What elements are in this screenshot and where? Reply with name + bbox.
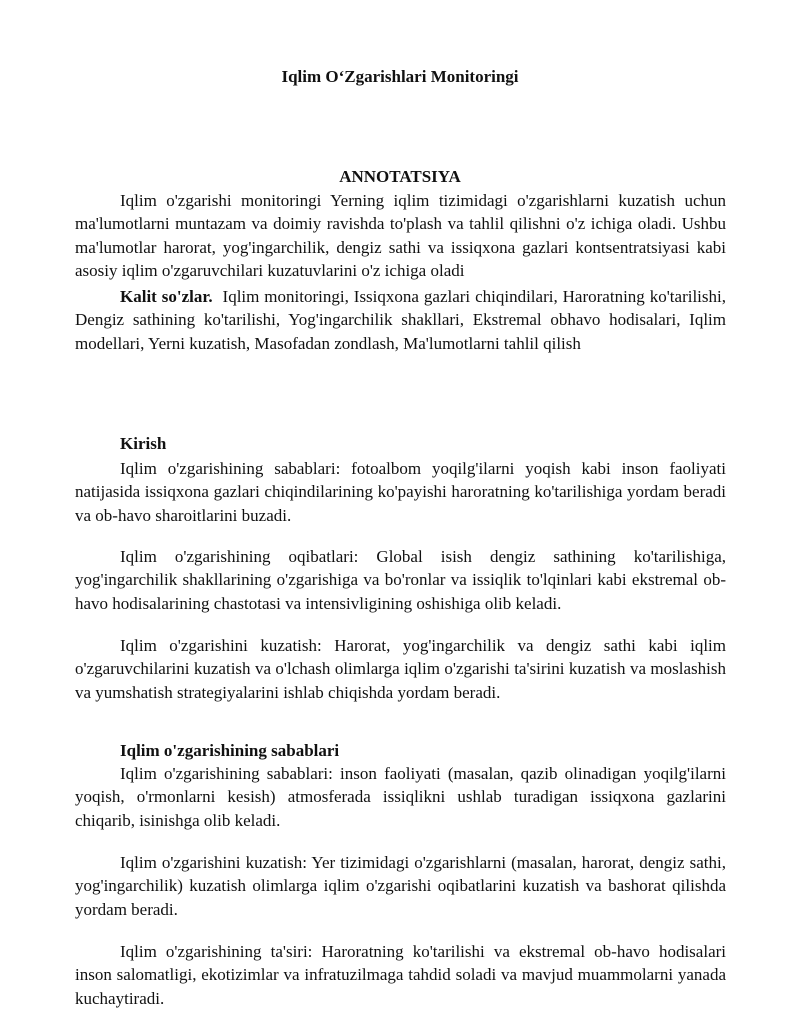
document-title: Iqlim O‘Zgarishlari Monitoringi [281, 67, 519, 86]
introduction-paragraph: Iqlim o'zgarishining oqibatlari: Global isish dengiz sathining ko'tarilishiga, yog'ingarchilik shakllarining o'zgarishiga va bo'ronlar va issiqlik to'lqinlari kabi ekstremal ob-havo hodisalarining chastotasi va intensivligining oshishiga olib keladi. [75, 547, 726, 613]
causes-paragraph: Iqlim o'zgarishining ta'siri: Haroratning ko'tarilishi va ekstremal ob-havo hodisalari inson salomatligi, ekotizimlar va infratuzilmaga tahdid soladi va mavjud muammolarni yanada kuchaytiradi. [75, 942, 726, 1008]
causes-paragraph: Iqlim o'zgarishini kuzatish: Yer tizimidagi o'zgarishlarni (masalan, harorat, dengiz sathi, yog'ingarchilik) kuzatish olimlarga iqlim o'zgarishi oqibatlarini kuzatish va bashorat qilishda yordam beradi. [75, 853, 726, 919]
abstract-heading: ANNOTATSIYA [339, 167, 461, 186]
keywords-label: Kalit so'zlar. [120, 287, 213, 306]
introduction-heading: Kirish [120, 434, 167, 453]
abstract-paragraph: Iqlim o'zgarishi monitoringi Yerning iqlim tizimidagi o'zgarishlarni kuzatish uchun ma'lumotlarni muntazam va doimiy ravishda to'plash va tahlil qilishni o'z ichiga oladi. Ushbu ma'lumotlar harorat, yog'ingarchilik, dengiz sathi va issiqxona gazlari kontsentratsiyasi kabi asosiy iqlim o'zgaruvchilari kuzatuvlarini o'z ichiga oladi [75, 191, 726, 281]
causes-heading: Iqlim o'zgarishining sabablari [120, 741, 340, 760]
causes-paragraph: Iqlim o'zgarishining sabablari: inson faoliyati (masalan, qazib olinadigan yoqilg'ilarni yoqish, o'rmonlarni kesish) atmosferada issiqlikni ushlab turadigan issiqxona gazlarini chiqarib, isinishga olib keladi. [75, 764, 726, 830]
introduction-paragraph: Iqlim o'zgarishini kuzatish: Harorat, yog'ingarchilik va dengiz sathi kabi iqlim o'zgaruvchilarini kuzatish va o'lchash olimlarga iqlim o'zgarishi ta'sirini kuzatish va moslashish va yumshatish strategiyalarini ishlab chiqishda yordam beradi. [75, 636, 726, 702]
keywords-text: Iqlim monitoringi, Issiqxona gazlari chiqindilari, Haroratning ko'tarilishi, Dengiz sathining ko'tarilishi, Yog'ingarchilik shakllari, Ekstremal obhavo hodisalari, Iqlim modellari, Yerni kuzatish, Masofadan zondlash, Ma'lumotlarni tahlil qilish [75, 287, 726, 353]
keywords-paragraph [75, 285, 726, 355]
introduction-paragraph: Iqlim o'zgarishining sabablari: fotoalbom yoqilg'ilarni yoqish kabi inson faoliyati natijasida issiqxona gazlari chiqindilarining ko'payishi haroratning ko'tarilishiga yordam beradi va ob-havo sharoitlarini buzadi. [75, 459, 726, 525]
